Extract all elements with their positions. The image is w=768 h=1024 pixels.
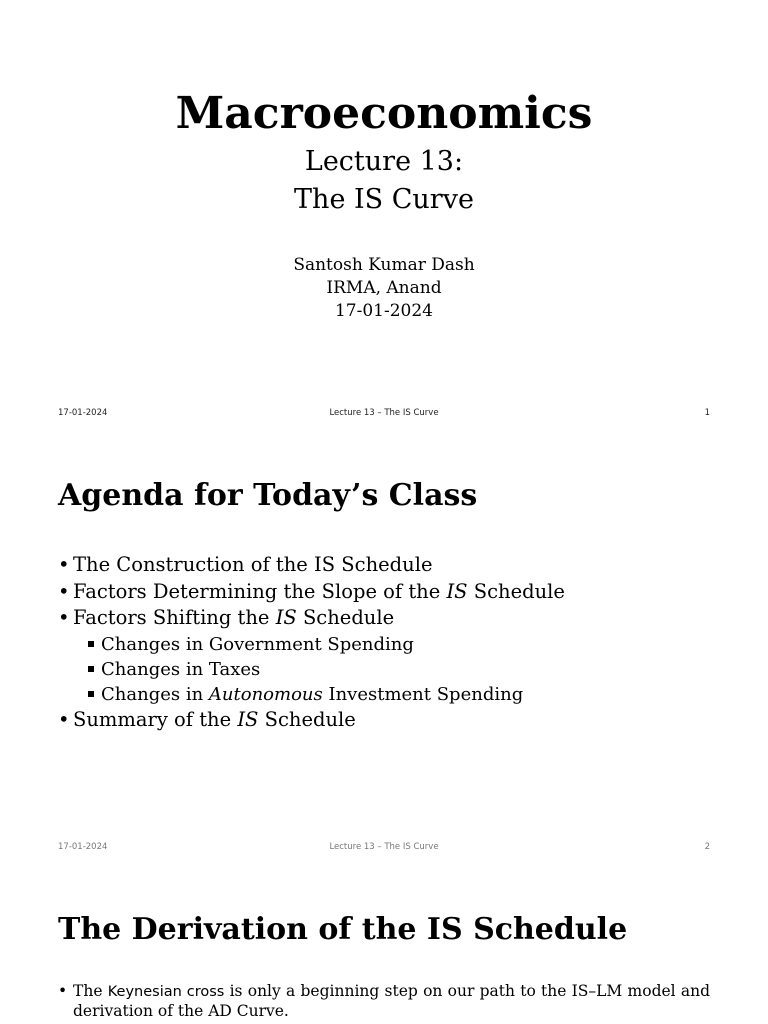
slide-2 <box>0 434 768 866</box>
footer-date: 17-01-2024 <box>58 408 108 418</box>
footer-title: Lecture 13 – The IS Curve <box>329 842 439 852</box>
lecture-date: 17-01-2024 <box>334 301 433 321</box>
agenda-list <box>58 552 718 733</box>
list-item: • Factors Determining the Slope of the IS Schedule <box>58 579 718 606</box>
author-name: Santosh Kumar Dash <box>293 255 475 275</box>
slide-footer <box>58 406 710 420</box>
footer-page-number: 1 <box>704 408 710 418</box>
sub-list-item: Changes in Taxes <box>58 657 718 682</box>
footer-page-number: 2 <box>704 842 710 852</box>
footer-title: Lecture 13 – The IS Curve <box>329 408 439 418</box>
list-item: • The Construction of the IS Schedule <box>58 552 718 579</box>
slide-3 <box>0 868 768 1024</box>
footer-date: 17-01-2024 <box>58 842 108 852</box>
slide-footer <box>58 840 710 854</box>
key-term: Keynesian cross <box>107 984 225 1000</box>
lecture-number: Lecture 13: <box>304 146 464 177</box>
slide-heading: Agenda for Today’s Class <box>58 478 478 513</box>
list-item: • Summary of the IS Schedule <box>58 707 718 734</box>
bullet-marker: • <box>58 982 68 1000</box>
sub-list-item: Changes in Government Spending <box>58 632 718 657</box>
lecture-topic: The IS Curve <box>294 184 474 215</box>
slide-title: Macroeconomics <box>175 88 593 139</box>
slide-1 <box>0 0 768 432</box>
slide-heading: The Derivation of the IS Schedule <box>58 912 628 947</box>
body-paragraph: • The Keynesian cross is only a beginning step on our path to the IS–LM model and derivation of the AD Curve. <box>58 982 711 1020</box>
list-item: • Factors Shifting the IS Schedule <box>58 605 718 632</box>
sub-list-item: Changes in Autonomous Investment Spending <box>58 682 718 707</box>
institution-name: IRMA, Anand <box>326 278 442 298</box>
